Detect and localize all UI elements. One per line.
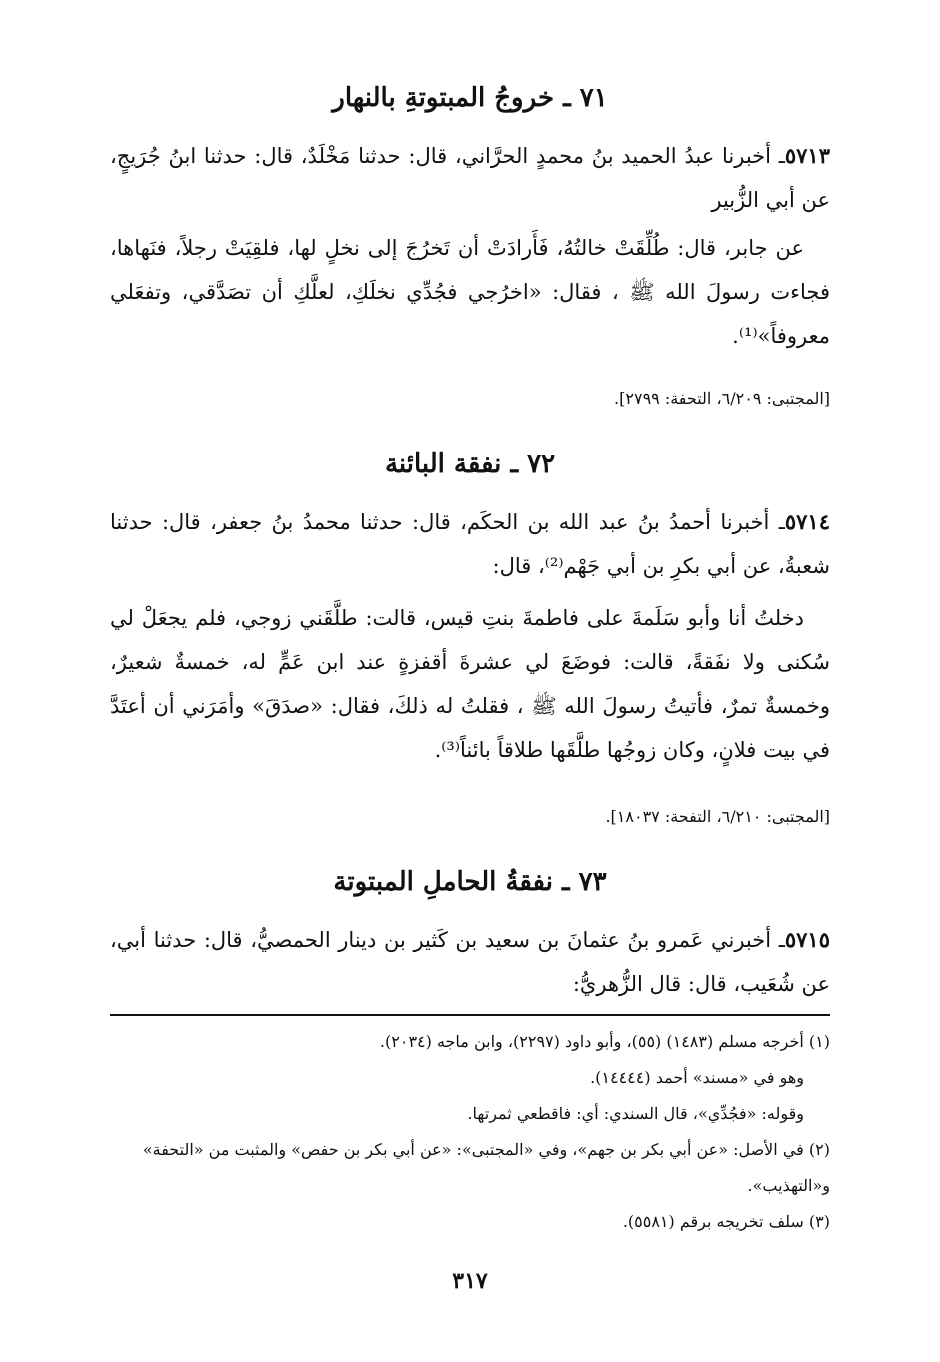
hadith-number: ٥٧١٤ (784, 509, 830, 534)
footnote-2: (٢) في الأصل: «عن أبي بكر بن جهم»، وفي «المجتبى»: «عن أبي بكر بن حفص» والمثبت من «التحفة» و«التهذيب». (142, 1140, 830, 1195)
chapter-heading-71: ٧١ ـ خروجُ المبتوتةِ بالنهار (332, 83, 608, 113)
citation-5714: [المجتبى: ٦/٢١٠، التفحة: ١٨٠٣٧]. (605, 807, 830, 826)
footnote-1: (١) أخرجه مسلم (١٤٨٣) (٥٥)، وأبو داود (٢٢٩٧)، وابن ماجه (٢٠٣٤). (379, 1032, 830, 1051)
footnote-1-note: وقوله: «فجُدِّي»، قال السندي: أي: فاقطعي ثمرتها. (467, 1104, 804, 1123)
hadith-5715 (110, 918, 830, 1006)
footnote-separator (110, 1014, 830, 1016)
footnote-3: (٣) سلف تخريجه برقم (٥٥٨١). (622, 1212, 830, 1231)
hadith-5713-matn: عن جابر، قال: طُلِّقَتْ خالتُهُ، فَأَرادَتْ أن تَخرُجَ إلى نخلٍ لها، فلقِيَتْ رجلاً، فنَهاها، فجاءت رسولَ الله ﷺ ، فقال: «اخرُجي فجُدِّي نخلَكِ، لعلَّكِ أن تصَدَّقي، وتفعَلي معروفاً»⁽¹⁾. (110, 236, 830, 348)
hadith-5713 (110, 134, 830, 222)
hadith-isnad: ـ أخبرني عَمرو بنُ عثمانَ بن سعيد بن كَثير بن دينار الحمصيُّ، قال: حدثنا أبي، عن شُعَيب، قال: قال الزُّهريُّ: (110, 928, 830, 996)
chapter-heading-73: ٧٣ ـ نفقةُ الحاملِ المبتوتة (333, 867, 607, 897)
hadith-isnad: ـ أخبرنا عبدُ الحميد بنُ محمدٍ الحرَّاني، قال: حدثنا مَخْلَدٌ، قال: حدثنا ابنُ جُرَيجٍ، عن أبي الزُّبير (110, 144, 830, 212)
hadith-number: ٥٧١٥ (784, 927, 830, 952)
hadith-5714-matn: دخلتُ أنا وأبو سَلَمةَ على فاطمةَ بنتِ قيس، قالت: طلَّقَني زوجي، فلم يجعَلْ لي سُكنى ولا نفَقةً، قالت: فوضَعَ لي عشرةَ أقفزةٍ عند ابن عَمٍّ له، خمسةٌ شعيرٌ، وخمسةٌ تمرٌ، فأتيتُ رسولَ الله ﷺ ، فقلتُ له ذلكَ، فقال: «صدَقَ» وأمَرَني أن أعتَدَّ في بيت فلانٍ، وكان زوجُها طلَّقَها طلاقاً بائناً⁽³⁾. (110, 606, 830, 762)
page-number: ٣١٧ (452, 1268, 488, 1294)
hadith-5714 (110, 500, 830, 588)
footnotes (110, 1024, 830, 1240)
hadith-isnad: ـ أخبرنا أحمدُ بنُ عبد الله بن الحكَم، قال: حدثنا محمدُ بنُ جعفر، قال: حدثنا شعبةُ، عن أبي بكرِ بن أبي جَهْم⁽²⁾، قال: (110, 510, 830, 578)
citation-5713: [المجتبى: ٦/٢٠٩، التحفة: ٢٧٩٩]. (614, 389, 830, 408)
chapter-heading-72: ٧٢ ـ نفقة البائنة (384, 449, 556, 479)
footnote-1-cont: وهو في «مسند» أحمد (١٤٤٤٤). (590, 1068, 804, 1087)
hadith-number: ٥٧١٣ (784, 143, 830, 168)
